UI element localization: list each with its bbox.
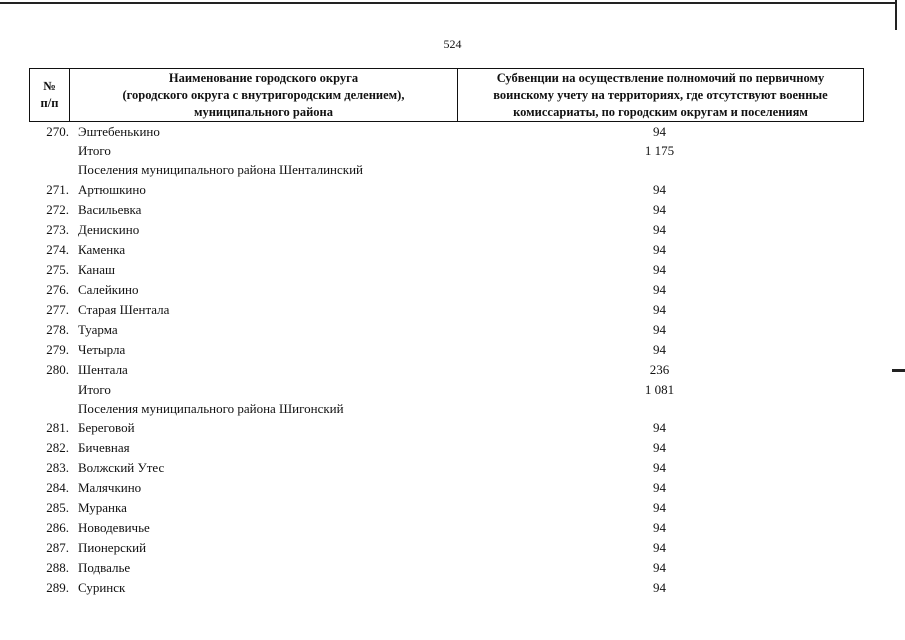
- header-name-column: Наименование городского округа (городского округа с внутригородским делением), муниципального района: [70, 69, 458, 121]
- table-row: [29, 360, 864, 380]
- row-value: 94: [653, 202, 666, 217]
- row-value: 94: [653, 540, 666, 555]
- table-row: [29, 240, 864, 260]
- row-number: 284.: [46, 480, 69, 495]
- row-name: Денискино: [78, 222, 140, 237]
- row-name: Пионерский: [78, 540, 147, 555]
- row-number: 275.: [46, 262, 69, 277]
- row-value: 94: [653, 123, 666, 139]
- table-row: [29, 538, 864, 558]
- scan-mark: [892, 369, 905, 372]
- row-name: Поселения муниципального района Шигонский: [78, 400, 344, 416]
- row-number: 289.: [46, 580, 69, 595]
- row-value: 94: [653, 302, 666, 317]
- row-name: Суринск: [78, 580, 126, 595]
- row-number: 270.: [46, 123, 69, 139]
- table-row: [29, 200, 864, 220]
- row-value: 94: [653, 560, 666, 575]
- row-value: 94: [653, 182, 666, 197]
- page-number: 524: [443, 37, 462, 51]
- table-row: [29, 260, 864, 280]
- header-number-column: № п/п: [30, 69, 70, 121]
- table-row: [29, 458, 864, 478]
- row-number: 279.: [46, 342, 69, 357]
- table-row: [29, 518, 864, 538]
- row-name: Волжский Утес: [78, 460, 165, 475]
- row-value: 94: [653, 322, 666, 337]
- row-value: 1 175: [644, 142, 675, 158]
- row-number: 277.: [46, 302, 69, 317]
- row-number: 281.: [46, 420, 69, 435]
- row-name: Четырла: [78, 342, 126, 357]
- row-number: 272.: [46, 202, 69, 217]
- row-number: 271.: [46, 182, 69, 197]
- row-name: Подвалье: [78, 560, 131, 575]
- row-value: 94: [653, 440, 666, 455]
- table-row: [29, 498, 864, 518]
- row-value: 94: [653, 262, 666, 277]
- row-number: 280.: [46, 362, 69, 377]
- row-value: 94: [653, 420, 666, 435]
- table-row: [29, 160, 864, 180]
- table-row: [29, 122, 864, 141]
- row-number: 274.: [46, 242, 69, 257]
- row-value: 94: [653, 580, 666, 595]
- table-row: [29, 558, 864, 578]
- row-number: 288.: [46, 560, 69, 575]
- table-row: [29, 438, 864, 458]
- table-row: [29, 320, 864, 340]
- row-name: Новодевичье: [78, 520, 150, 535]
- row-name: Шентала: [78, 362, 128, 377]
- row-number: 286.: [46, 520, 69, 535]
- row-name: Итого: [78, 381, 111, 397]
- table-row: [29, 220, 864, 240]
- table-row: [29, 578, 864, 598]
- row-name: Поселения муниципального района Шенталинский: [78, 162, 364, 177]
- row-name: Бичевная: [78, 440, 130, 455]
- table-row: [29, 478, 864, 498]
- table-row: [29, 280, 864, 300]
- row-name: Муранка: [78, 500, 127, 515]
- table-row: [29, 399, 864, 418]
- row-number: 276.: [46, 282, 69, 297]
- row-value: 94: [653, 480, 666, 495]
- table-header: [29, 68, 864, 122]
- row-name: Старая Шентала: [78, 302, 170, 317]
- table-body: [29, 122, 864, 598]
- row-number: 287.: [46, 540, 69, 555]
- scan-border-top: [0, 2, 895, 4]
- row-name: Каменка: [78, 242, 126, 257]
- table-row: [29, 380, 864, 399]
- row-name: Туарма: [78, 322, 118, 337]
- table-row: [29, 141, 864, 160]
- row-name: Малячкино: [78, 480, 142, 495]
- row-name: Канаш: [78, 262, 116, 277]
- row-value: 94: [653, 520, 666, 535]
- row-value: 94: [653, 500, 666, 515]
- table-row: [29, 418, 864, 438]
- row-value: 94: [653, 282, 666, 297]
- row-name: Итого: [78, 142, 111, 158]
- row-name: Васильевка: [78, 202, 142, 217]
- row-value: 94: [653, 460, 666, 475]
- row-number: 278.: [46, 322, 69, 337]
- row-value: 1 081: [644, 381, 675, 397]
- row-number: 285.: [46, 500, 69, 515]
- row-value: 94: [653, 242, 666, 257]
- row-value: 236: [649, 362, 670, 377]
- row-number: 282.: [46, 440, 69, 455]
- row-value: 94: [653, 222, 666, 237]
- table-row: [29, 180, 864, 200]
- header-subvention-column: Субвенции на осуществление полномочий по первичному воинскому учету на территориях, где отсутствуют военные комиссариаты, по городским округам и поселениям: [493, 70, 828, 119]
- row-name: Эштебенькино: [78, 123, 160, 139]
- scan-border-right: [895, 0, 897, 30]
- row-name: Береговой: [78, 420, 135, 435]
- table-row: [29, 300, 864, 320]
- row-number: 273.: [46, 222, 69, 237]
- row-number: 283.: [46, 460, 69, 475]
- table-row: [29, 340, 864, 360]
- row-value: 94: [653, 342, 666, 357]
- row-name: Салейкино: [78, 282, 139, 297]
- row-name: Артюшкино: [78, 182, 146, 197]
